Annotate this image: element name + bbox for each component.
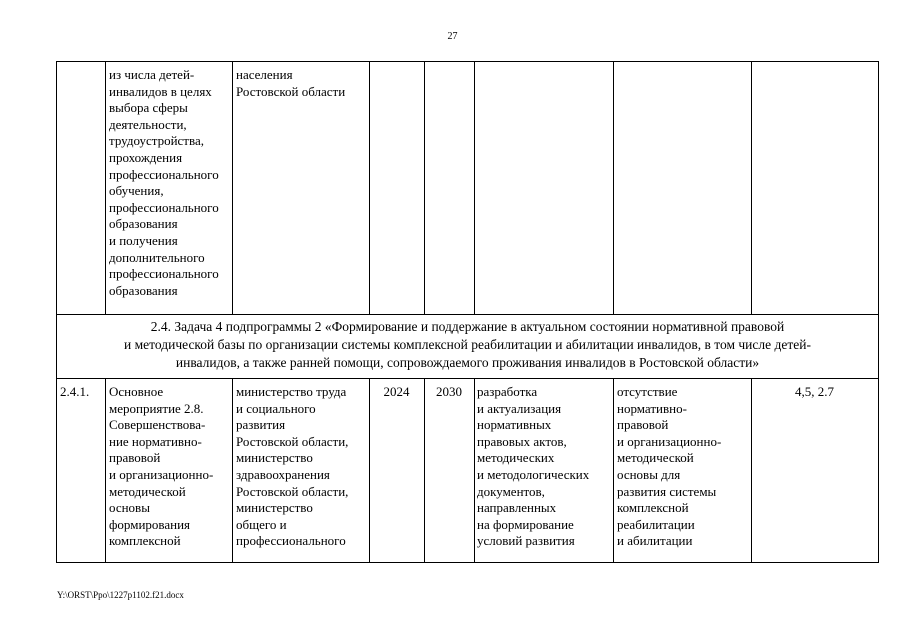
measure-name-cell: Основное мероприятие 2.8. Совершенствова- ние нормативно- правовой и организационно- методической основы формирования комплексной <box>109 384 214 549</box>
col-border <box>369 61 370 314</box>
col-border <box>878 61 879 314</box>
col-border <box>232 61 233 314</box>
col-border <box>232 378 233 562</box>
task-heading <box>56 318 879 372</box>
col-border <box>56 61 57 314</box>
row-divider-2 <box>56 378 879 379</box>
consequences-cell: отсутствие нормативно- правовой и организационно- методической основы для развития системы комплексной реабилитации и абилитации <box>617 384 722 549</box>
col-border <box>878 378 879 562</box>
col-border <box>56 378 57 562</box>
table-bottom-border <box>56 562 879 563</box>
col-border <box>105 378 106 562</box>
footer-file-path: Y:\ORST\Ppo\1227p1102.f21.docx <box>57 590 184 600</box>
col-border <box>751 61 752 314</box>
continued-executor-cell: населения Ростовской области <box>236 67 346 99</box>
page-number: 27 <box>447 31 458 42</box>
col-border <box>613 378 614 562</box>
col-border <box>613 61 614 314</box>
row-number-cell: 2.4.1. <box>60 384 90 399</box>
start-year-cell: 2024 <box>383 384 410 399</box>
row-divider-1 <box>56 314 879 315</box>
col-border <box>424 61 425 314</box>
continued-measure-name-cell: из числа детей- инвалидов в целях выбора сферы деятельности, трудоустройства, прохождения профессионального обучения, профессионального образования и получения дополнительного профессионального образования <box>109 67 219 298</box>
task-heading-line: инвалидов, а также ранней помощи, сопровождаемого проживания инвалидов в Ростовской области» <box>175 355 760 370</box>
task-heading-line: и методической базы по организации системы комплексной реабилитации и абилитации инвалидов, в том числе детей- <box>124 337 811 352</box>
end-year-cell: 2030 <box>436 384 462 399</box>
table-top-border <box>56 61 879 62</box>
task-heading-line: 2.4. Задача 4 подпрограммы 2 «Формирование и поддержание в актуальном состоянии нормативной правовой <box>150 319 785 334</box>
program-table <box>56 61 879 563</box>
executor-cell: министерство труда и социального развития Ростовской области, министерство здравоохранения Ростовской области, министерство общего и профессионального <box>236 384 349 549</box>
col-border <box>474 61 475 314</box>
col-border <box>369 378 370 562</box>
col-border <box>424 378 425 562</box>
col-border <box>751 378 752 562</box>
expected-result-cell: разработка и актуализация нормативных правовых актов, методических и методологических документов, направленных на формирование условий развития <box>477 384 590 549</box>
col-border <box>105 61 106 314</box>
col-border <box>474 378 475 562</box>
indicators-cell: 4,5, 2.7 <box>795 384 834 399</box>
